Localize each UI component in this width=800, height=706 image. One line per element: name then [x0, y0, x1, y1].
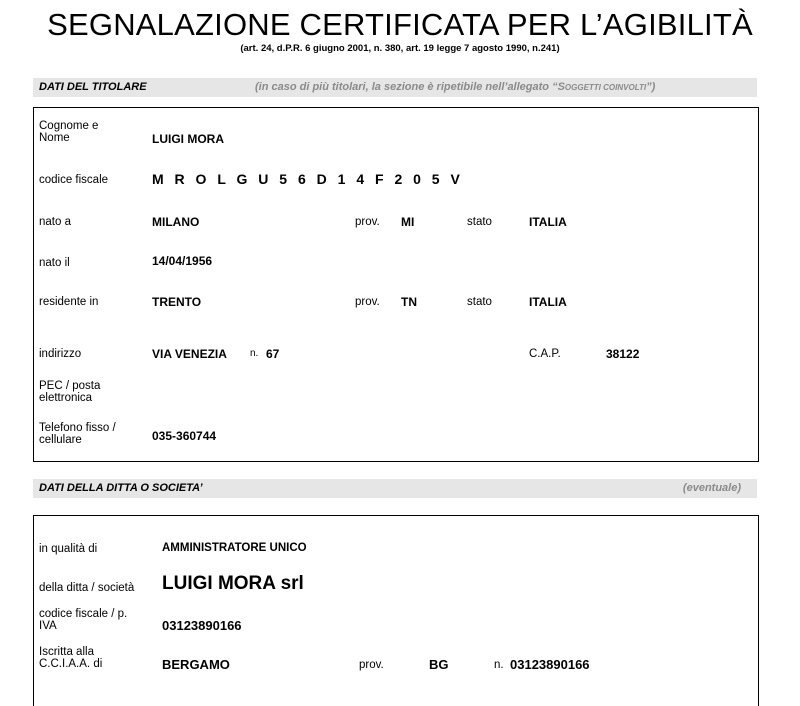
cognome-nome-field[interactable]: LUIGI MORA [152, 132, 224, 146]
residente-label: residente in [39, 296, 99, 308]
nato-prov-label: prov. [355, 216, 380, 228]
cciaa-prov-label: prov. [359, 659, 384, 671]
codice-fiscale-label: codice fiscale [39, 174, 109, 186]
nato-a-label: nato a [39, 216, 71, 228]
ditta-form [33, 515, 759, 706]
residente-stato-field[interactable]: ITALIA [529, 295, 567, 309]
cciaa-field[interactable]: BERGAMO [162, 657, 230, 672]
document-subtitle: (art. 24, d.P.R. 6 giugno 2001, n. 380, art. 19 legge 7 agosto 1990, n.241) [240, 43, 560, 54]
qualita-field[interactable]: AMMINISTRATORE UNICO [162, 542, 307, 554]
nato-stato-field[interactable]: ITALIA [529, 215, 567, 229]
document-title: SEGNALAZIONE CERTIFICATA PER L’AGIBILITÀ [47, 7, 753, 42]
cf-piva-label: codice fiscale / p. IVA [39, 608, 128, 632]
ditta-field[interactable]: LUIGI MORA srl [162, 573, 304, 594]
nato-stato-label: stato [467, 216, 492, 228]
qualita-label: in qualità di [39, 543, 98, 555]
telefono-field[interactable]: 035-360744 [152, 429, 217, 443]
cciaa-n-label: n. [494, 659, 504, 671]
section-title: DATI DELLA DITTA O SOCIETA’ [39, 482, 203, 494]
nato-il-label: nato il [39, 257, 70, 269]
cognome-nome-label: Cognome e Nome [39, 120, 99, 144]
residente-field[interactable]: TRENTO [152, 295, 202, 309]
ditta-label: della ditta / società [39, 582, 135, 594]
titolare-form [33, 107, 759, 462]
section-header-titolare [33, 78, 757, 97]
telefono-label: Telefono fisso / cellulare [39, 422, 116, 446]
section-note: (in caso di più titolari, la sezione è ripetibile nell’allegato “SOGGETTI COINVOLTI”) [255, 81, 656, 93]
section-note: (eventuale) [682, 482, 741, 494]
cciaa-n-field[interactable]: 03123890166 [510, 657, 590, 672]
residente-prov-label: prov. [355, 296, 380, 308]
numero-label: n. [250, 348, 259, 359]
residente-stato-label: stato [467, 296, 492, 308]
residente-prov-field[interactable]: TN [401, 295, 417, 309]
cap-field[interactable]: 38122 [606, 347, 640, 361]
numero-field[interactable]: 67 [266, 347, 280, 361]
section-header-ditta [33, 479, 757, 498]
nato-il-field[interactable]: 14/04/1956 [152, 254, 213, 268]
cap-label: C.A.P. [529, 348, 561, 360]
nato-prov-field[interactable]: MI [401, 215, 415, 229]
cciaa-prov-field[interactable]: BG [429, 657, 449, 672]
section-title: DATI DEL TITOLARE [39, 81, 147, 93]
nato-a-field[interactable]: MILANO [152, 215, 200, 229]
cf-piva-field[interactable]: 03123890166 [162, 618, 242, 633]
pec-label: PEC / posta elettronica [39, 380, 101, 404]
indirizzo-field[interactable]: VIA VENEZIA [152, 347, 227, 361]
codice-fiscale-field[interactable]: M R O L G U 5 6 D 1 4 F 2 0 5 V [152, 171, 464, 187]
indirizzo-label: indirizzo [39, 348, 82, 360]
cciaa-label: Iscritta alla C.C.I.A.A. di [39, 646, 103, 670]
